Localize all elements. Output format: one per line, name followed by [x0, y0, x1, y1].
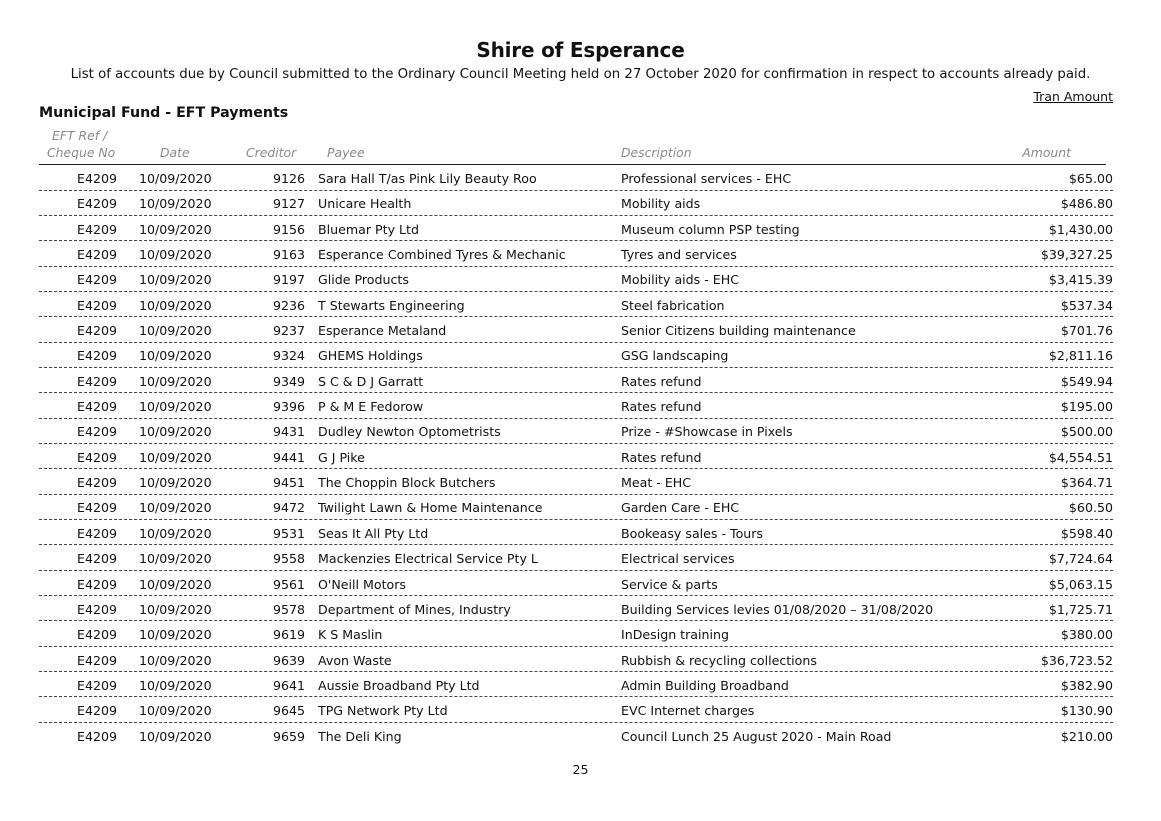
- cell-eft-ref: E4209: [76, 272, 117, 288]
- cell-amount: $3,415.39: [1048, 272, 1113, 288]
- table-row: [0, 444, 1161, 469]
- cell-amount: $500.00: [1060, 424, 1113, 440]
- cell-amount: $701.76: [1060, 323, 1113, 339]
- cell-description: Bookeasy sales - Tours: [621, 525, 763, 541]
- cell-description: Tyres and services: [621, 247, 737, 263]
- cell-amount: $549.94: [1060, 373, 1113, 389]
- cell-creditor: 9619: [272, 627, 305, 643]
- cell-creditor: 9641: [272, 677, 305, 693]
- cell-payee: O'Neill Motors: [318, 576, 406, 592]
- cell-creditor: 9396: [272, 399, 305, 415]
- cell-creditor: 9578: [272, 601, 305, 617]
- cell-amount: $486.80: [1060, 196, 1113, 212]
- table-row: [0, 571, 1161, 596]
- header-date: Date: [160, 145, 190, 160]
- cell-creditor: 9451: [272, 475, 305, 491]
- cell-eft-ref: E4209: [76, 297, 117, 313]
- cell-description: GSG landscaping: [621, 348, 729, 364]
- cell-description: Rubbish & recycling collections: [621, 652, 817, 668]
- table-row: [0, 621, 1161, 646]
- cell-date: 10/09/2020: [139, 449, 212, 465]
- cell-date: 10/09/2020: [139, 475, 212, 491]
- cell-date: 10/09/2020: [139, 196, 212, 212]
- header-description: Description: [621, 145, 692, 160]
- cell-date: 10/09/2020: [139, 677, 212, 693]
- cell-date: 10/09/2020: [139, 551, 212, 567]
- cell-creditor: 9156: [272, 221, 305, 237]
- cell-payee: Glide Products: [318, 272, 409, 288]
- cell-creditor: 9237: [272, 323, 305, 339]
- cell-eft-ref: E4209: [76, 475, 117, 491]
- cell-date: 10/09/2020: [139, 297, 212, 313]
- cell-eft-ref: E4209: [76, 551, 117, 567]
- cell-eft-ref: E4209: [76, 196, 117, 212]
- cell-eft-ref: E4209: [76, 399, 117, 415]
- header-amount: Amount: [1022, 145, 1071, 160]
- cell-date: 10/09/2020: [139, 652, 212, 668]
- cell-date: 10/09/2020: [139, 703, 212, 719]
- cell-eft-ref: E4209: [76, 449, 117, 465]
- table-row: [0, 292, 1161, 317]
- page-subtitle: List of accounts due by Council submitted to the Ordinary Council Meeting held on 27 October 2020 for confirmation in respect to accounts already paid.: [70, 67, 1091, 82]
- cell-payee: P & M E Fedorow: [318, 399, 424, 415]
- cell-creditor: 9349: [272, 373, 305, 389]
- table-row: [0, 165, 1161, 190]
- cell-description: Rates refund: [621, 449, 702, 465]
- cell-amount: $537.34: [1060, 297, 1113, 313]
- table-row: [0, 469, 1161, 494]
- cell-date: 10/09/2020: [139, 525, 212, 541]
- cell-amount: $130.90: [1060, 703, 1113, 719]
- cell-payee: Esperance Metaland: [318, 323, 447, 339]
- cell-date: 10/09/2020: [139, 348, 212, 364]
- cell-payee: S C & D J Garratt: [318, 373, 424, 389]
- table-row: [0, 697, 1161, 722]
- table-row: [0, 545, 1161, 570]
- table-row: [0, 342, 1161, 367]
- cell-eft-ref: E4209: [76, 627, 117, 643]
- cell-date: 10/09/2020: [139, 221, 212, 237]
- cell-date: 10/09/2020: [139, 500, 212, 516]
- table-row: [0, 216, 1161, 241]
- cell-payee: Bluemar Pty Ltd: [318, 221, 419, 237]
- cell-payee: Department of Mines, Industry: [318, 601, 511, 617]
- cell-creditor: 9472: [272, 500, 305, 516]
- cell-amount: $364.71: [1060, 475, 1113, 491]
- table-row: [0, 190, 1161, 215]
- cell-description: Senior Citizens building maintenance: [621, 323, 856, 339]
- cell-description: Mobility aids - EHC: [621, 272, 739, 288]
- table-row: [0, 368, 1161, 393]
- table-row: [0, 647, 1161, 672]
- cell-description: Admin Building Broadband: [621, 677, 789, 693]
- cell-creditor: 9441: [272, 449, 305, 465]
- cell-amount: $1,430.00: [1048, 221, 1113, 237]
- cell-amount: $60.50: [1068, 500, 1113, 516]
- table-row: [0, 520, 1161, 545]
- cell-description: Museum column PSP testing: [621, 221, 800, 237]
- cell-payee: Esperance Combined Tyres & Mechanic: [318, 247, 566, 263]
- cell-description: InDesign training: [621, 627, 729, 643]
- cell-date: 10/09/2020: [139, 728, 212, 744]
- cell-creditor: 9163: [272, 247, 305, 263]
- cell-date: 10/09/2020: [139, 601, 212, 617]
- cell-description: Electrical services: [621, 551, 735, 567]
- cell-creditor: 9127: [272, 196, 305, 212]
- cell-amount: $39,327.25: [1040, 247, 1113, 263]
- cell-payee: The Deli King: [318, 728, 402, 744]
- cell-amount: $36,723.52: [1040, 652, 1113, 668]
- section-title: Municipal Fund - EFT Payments: [39, 105, 289, 121]
- table-row: [0, 317, 1161, 342]
- header-payee: Payee: [327, 145, 365, 160]
- table-row: [0, 672, 1161, 697]
- cell-creditor: 9558: [272, 551, 305, 567]
- cell-amount: $65.00: [1068, 171, 1113, 186]
- cell-payee: TPG Network Pty Ltd: [318, 703, 448, 719]
- tran-amount-label: Tran Amount: [1033, 89, 1113, 104]
- cell-amount: $1,725.71: [1048, 601, 1113, 617]
- cell-creditor: 9639: [272, 652, 305, 668]
- cell-creditor: 9561: [272, 576, 305, 592]
- cell-creditor: 9197: [272, 272, 305, 288]
- cell-payee: K S Maslin: [318, 627, 383, 643]
- header-creditor: Creditor: [246, 145, 297, 160]
- page-number: 25: [572, 762, 589, 777]
- cell-amount: $5,063.15: [1048, 576, 1113, 592]
- cell-creditor: 9236: [272, 297, 305, 313]
- cell-creditor: 9659: [272, 728, 305, 744]
- cell-description: Building Services levies 01/08/2020 – 31/08/2020: [621, 601, 934, 617]
- cell-description: Service & parts: [621, 576, 718, 592]
- cell-payee: Aussie Broadband Pty Ltd: [318, 677, 480, 693]
- cell-date: 10/09/2020: [139, 424, 212, 440]
- cell-amount: $7,724.64: [1048, 551, 1113, 567]
- cell-payee: Seas It All Pty Ltd: [318, 525, 429, 541]
- table-body: [0, 165, 1161, 748]
- cell-amount: $598.40: [1060, 525, 1113, 541]
- cell-eft-ref: E4209: [76, 171, 117, 186]
- cell-eft-ref: E4209: [76, 652, 117, 668]
- cell-amount: $380.00: [1060, 627, 1113, 643]
- cell-payee: The Choppin Block Butchers: [318, 475, 496, 491]
- cell-amount: $382.90: [1060, 677, 1113, 693]
- cell-eft-ref: E4209: [76, 703, 117, 719]
- table-row: [0, 494, 1161, 519]
- cell-amount: $195.00: [1060, 399, 1113, 415]
- cell-description: Garden Care - EHC: [621, 500, 740, 516]
- cell-amount: $4,554.51: [1048, 449, 1113, 465]
- cell-description: Rates refund: [621, 399, 702, 415]
- cell-description: Prize - #Showcase in Pixels: [621, 424, 793, 440]
- cell-payee: G J Pike: [318, 449, 365, 465]
- cell-payee: Sara Hall T/as Pink Lily Beauty Roo: [318, 171, 537, 186]
- cell-eft-ref: E4209: [76, 424, 117, 440]
- cell-eft-ref: E4209: [76, 221, 117, 237]
- cell-payee: GHEMS Holdings: [318, 348, 423, 364]
- cell-payee: Avon Waste: [318, 652, 392, 668]
- cell-eft-ref: E4209: [76, 348, 117, 364]
- cell-description: EVC Internet charges: [621, 703, 755, 719]
- cell-date: 10/09/2020: [139, 247, 212, 263]
- cell-creditor: 9324: [272, 348, 305, 364]
- header-eft-ref: EFT Ref /: [52, 128, 108, 143]
- cell-description: Steel fabrication: [621, 297, 725, 313]
- cell-description: Professional services - EHC: [621, 171, 792, 186]
- cell-date: 10/09/2020: [139, 272, 212, 288]
- cell-date: 10/09/2020: [139, 576, 212, 592]
- table-row: [0, 723, 1161, 748]
- cell-payee: Dudley Newton Optometrists: [318, 424, 501, 440]
- cell-eft-ref: E4209: [76, 373, 117, 389]
- cell-eft-ref: E4209: [76, 500, 117, 516]
- cell-description: Rates refund: [621, 373, 702, 389]
- cell-creditor: 9645: [272, 703, 305, 719]
- cell-creditor: 9531: [272, 525, 305, 541]
- cell-creditor: 9126: [272, 171, 305, 186]
- cell-eft-ref: E4209: [76, 728, 117, 744]
- cell-amount: $2,811.16: [1048, 348, 1113, 364]
- cell-description: Mobility aids: [621, 196, 701, 212]
- table-row: [0, 266, 1161, 291]
- cell-eft-ref: E4209: [76, 525, 117, 541]
- table-row: [0, 241, 1161, 266]
- cell-amount: $210.00: [1060, 728, 1113, 744]
- cell-payee: T Stewarts Engineering: [318, 297, 465, 313]
- cell-date: 10/09/2020: [139, 399, 212, 415]
- cell-description: Meat - EHC: [621, 475, 692, 491]
- cell-payee: Mackenzies Electrical Service Pty L: [318, 551, 538, 567]
- table-row: [0, 393, 1161, 418]
- cell-date: 10/09/2020: [139, 373, 212, 389]
- cell-eft-ref: E4209: [76, 576, 117, 592]
- cell-date: 10/09/2020: [139, 627, 212, 643]
- cell-eft-ref: E4209: [76, 247, 117, 263]
- page-title: Shire of Esperance: [476, 38, 685, 62]
- cell-eft-ref: E4209: [76, 323, 117, 339]
- cell-date: 10/09/2020: [139, 171, 212, 186]
- cell-eft-ref: E4209: [76, 677, 117, 693]
- cell-payee: Twilight Lawn & Home Maintenance: [318, 500, 543, 516]
- cell-creditor: 9431: [272, 424, 305, 440]
- cell-eft-ref: E4209: [76, 601, 117, 617]
- header-cheque-no: Cheque No: [47, 145, 116, 160]
- cell-description: Council Lunch 25 August 2020 - Main Road: [621, 728, 892, 744]
- cell-date: 10/09/2020: [139, 323, 212, 339]
- table-row: [0, 596, 1161, 621]
- table-row: [0, 418, 1161, 443]
- cell-payee: Unicare Health: [318, 196, 412, 212]
